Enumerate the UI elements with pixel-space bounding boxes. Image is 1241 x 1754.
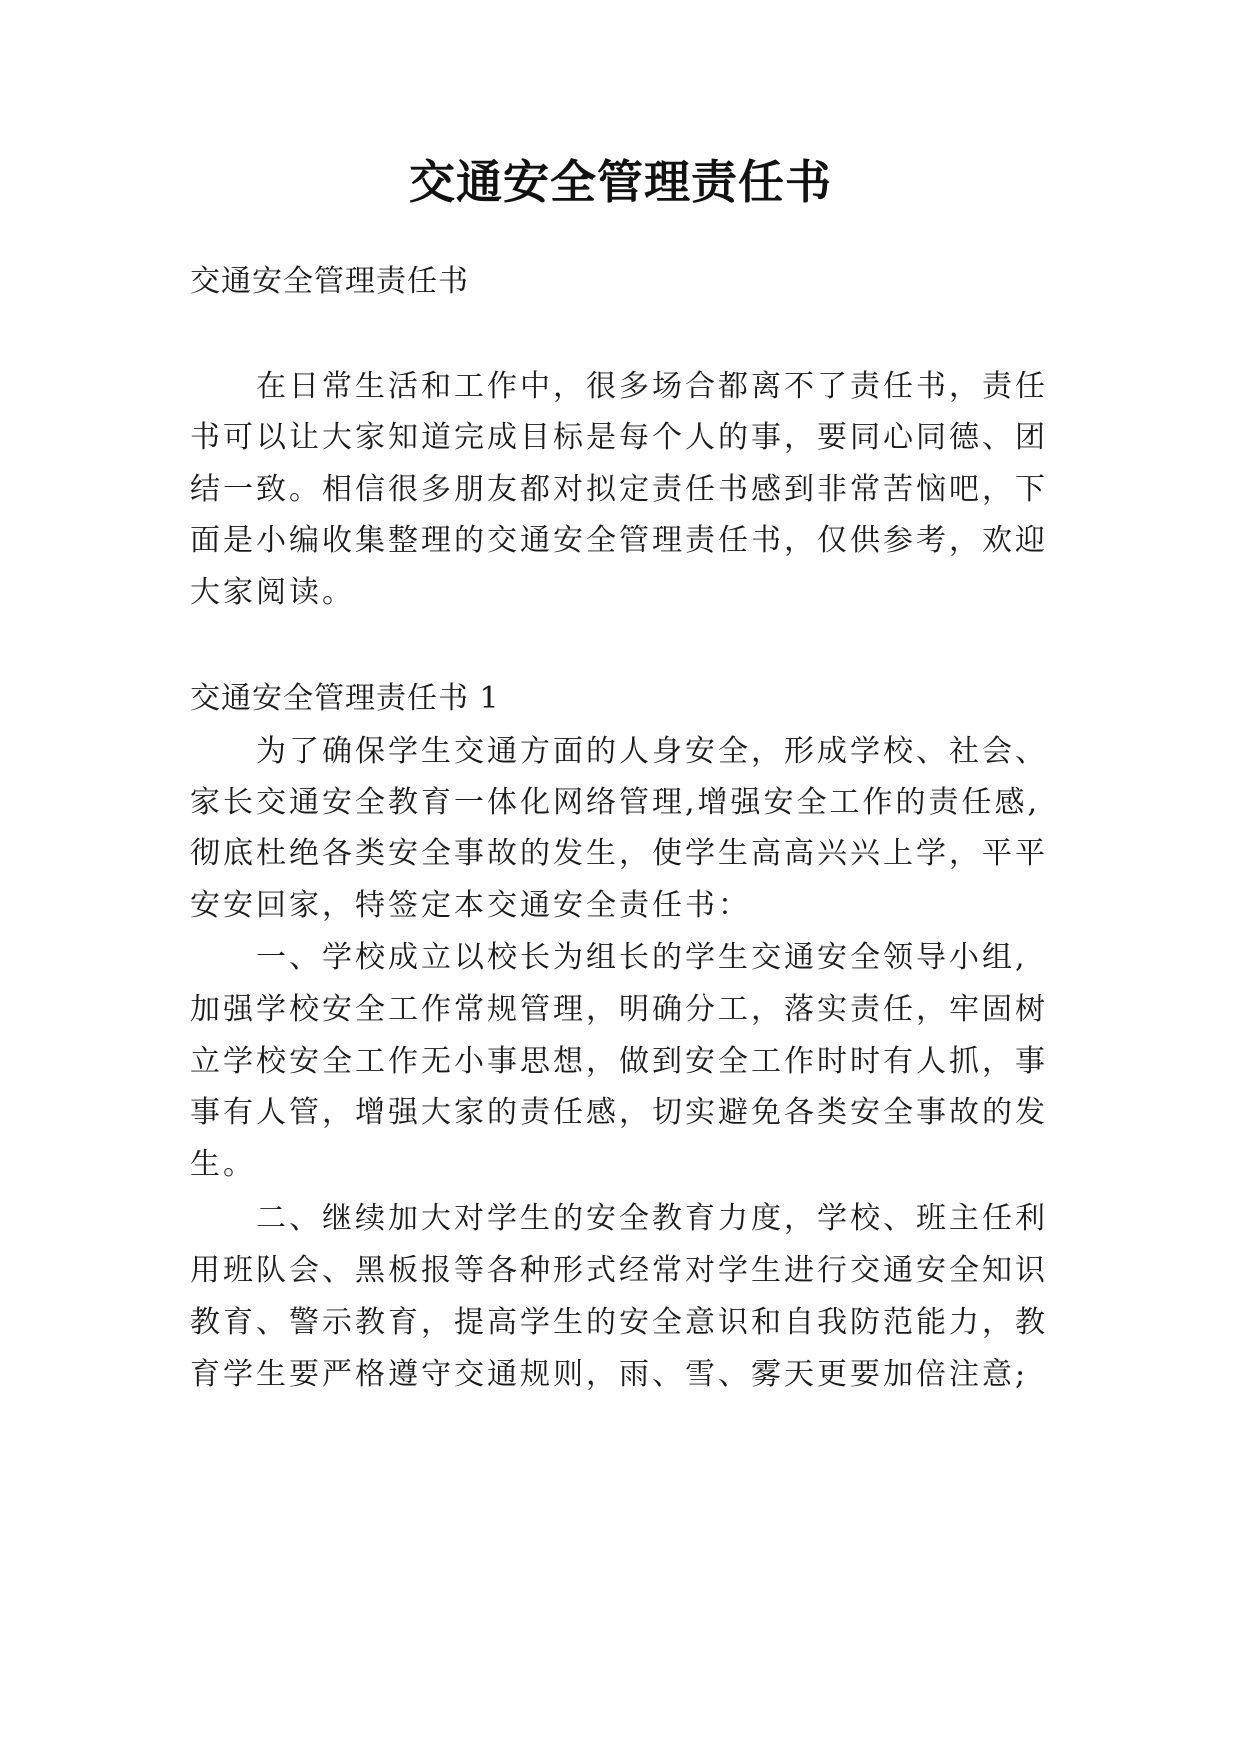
section-heading: 交通安全管理责任书 1 [190,681,500,716]
item-two-line: 二、继续加大对学生的安全教育力度，学校、班主任利 [256,1201,1048,1236]
intro-line: 书可以让大家知道完成目标是每个人的事，要同心同德、团 [190,420,1048,455]
section-intro-line: 为了确保学生交通方面的人身安全，形成学校、社会、 [256,734,1048,769]
section-intro-line: 安安回家，特签定本交通安全责任书： [190,888,751,923]
item-two-line: 用班队会、黑板报等各种形式经常对学生进行交通安全知识 [190,1253,1048,1288]
document-subtitle: 交通安全管理责任书 [190,264,469,299]
section-intro-line: 彻底杜绝各类安全事故的发生，使学生高高兴兴上学，平平 [190,836,1048,871]
document-title: 交通安全管理责任书 [409,155,832,209]
item-one-line: 事有人管，增强大家的责任感，切实避免各类安全事故的发 [190,1095,1048,1130]
item-one-line: 立学校安全工作无小事思想，做到安全工作时时有人抓，事 [190,1044,1048,1079]
section-intro-line: 家长交通安全教育一体化网络管理,增强安全工作的责任感, [190,785,1041,820]
intro-line: 结一致。相信很多朋友都对拟定责任书感到非常苦恼吧，下 [190,472,1048,507]
item-one-line: 一、学校成立以校长为组长的学生交通安全领导小组, [256,940,1028,975]
item-one-line: 生。 [190,1147,256,1182]
item-one-line: 加强学校安全工作常规管理，明确分工，落实责任，牢固树 [190,992,1048,1027]
intro-line: 面是小编收集整理的交通安全管理责任书，仅供参考，欢迎 [190,523,1048,558]
intro-line: 在日常生活和工作中，很多场合都离不了责任书，责任 [256,369,1048,404]
item-two-line: 教育、警示教育，提高学生的安全意识和自我防范能力，教 [190,1305,1048,1340]
intro-line: 大家阅读。 [190,575,355,610]
item-two-line: 育学生要严格遵守交通规则，雨、雪、雾天更要加倍注意; [190,1357,1029,1392]
